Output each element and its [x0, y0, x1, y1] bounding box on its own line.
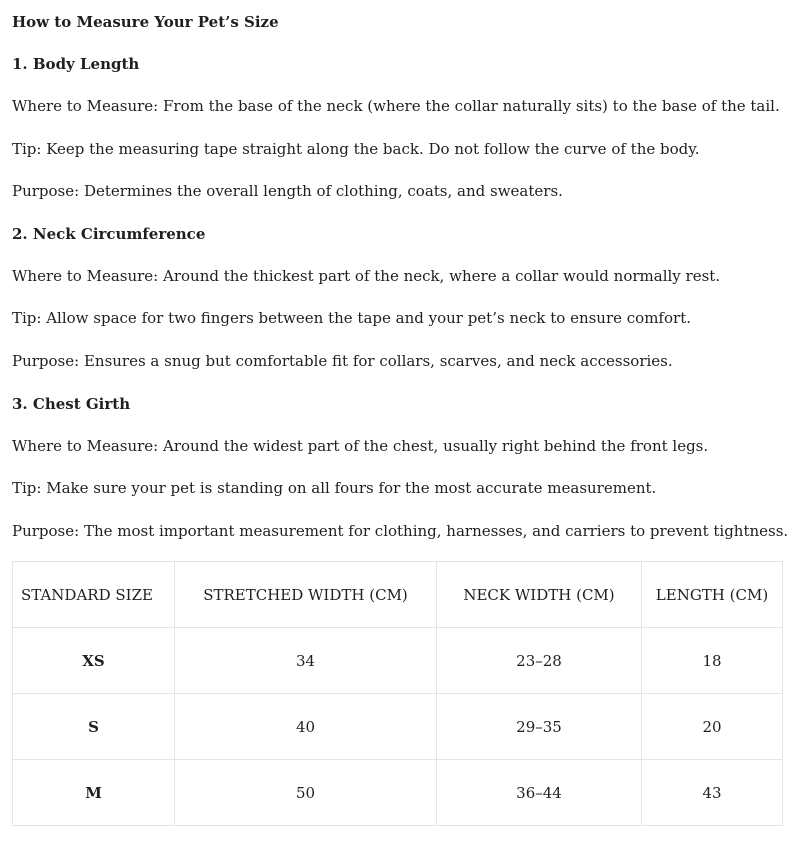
cell-size: XS	[13, 628, 175, 694]
cell-neck-width: 36–44	[437, 760, 642, 826]
purpose-text: Purpose: The most important measurement for clothing, harnesses, and carriers to prevent tightness.	[12, 521, 789, 540]
header-stretched-width: STRETCHED WIDTH (CM)	[175, 562, 437, 628]
section-heading: 3. Chest Girth	[12, 394, 131, 413]
cell-size: M	[13, 760, 175, 826]
where-to-measure-text: Where to Measure: From the base of the neck (where the collar naturally sits) to the base of the tail.	[12, 97, 780, 115]
where-to-measure-text: Where to Measure: Around the thickest part of the neck, where a collar would normally rest.	[12, 266, 721, 285]
header-length: LENGTH (CM)	[642, 562, 783, 628]
section-heading: 1. Body Length	[12, 55, 140, 73]
table-row	[13, 694, 783, 760]
cell-neck-width: 29–35	[437, 694, 642, 760]
cell-size: S	[13, 694, 175, 760]
cell-length: 43	[642, 760, 783, 826]
cell-length: 18	[642, 628, 783, 694]
cell-neck-width: 23–28	[437, 628, 642, 694]
cell-stretched-width: 34	[175, 628, 437, 694]
tip-text: Tip: Make sure your pet is standing on all fours for the most accurate measurement.	[12, 479, 657, 498]
cell-stretched-width: 50	[175, 760, 437, 826]
table-row	[13, 760, 783, 826]
tip-text: Tip: Keep the measuring tape straight along the back. Do not follow the curve of the body.	[12, 139, 700, 158]
size-chart-table	[12, 561, 783, 826]
section-neck-circumference	[12, 222, 781, 373]
section-body-length	[12, 52, 781, 203]
purpose-text: Purpose: Ensures a snug but comfortable fit for collars, scarves, and neck accessories.	[12, 351, 673, 370]
page-title: How to Measure Your Pet’s Size	[12, 13, 279, 31]
table-header-row	[13, 562, 783, 628]
where-to-measure-text: Where to Measure: Around the widest part of the chest, usually right behind the front legs.	[12, 436, 709, 455]
section-chest-girth	[12, 392, 789, 543]
section-heading: 2. Neck Circumference	[12, 224, 206, 243]
tip-text: Tip: Allow space for two fingers between the tape and your pet’s neck to ensure comfort.	[12, 309, 691, 328]
header-standard-size: STANDARD SIZE	[13, 562, 175, 628]
purpose-text: Purpose: Determines the overall length of clothing, coats, and sweaters.	[12, 182, 563, 201]
header-neck-width: NECK WIDTH (CM)	[437, 562, 642, 628]
cell-stretched-width: 40	[175, 694, 437, 760]
cell-length: 20	[642, 694, 783, 760]
table-row	[13, 628, 783, 694]
